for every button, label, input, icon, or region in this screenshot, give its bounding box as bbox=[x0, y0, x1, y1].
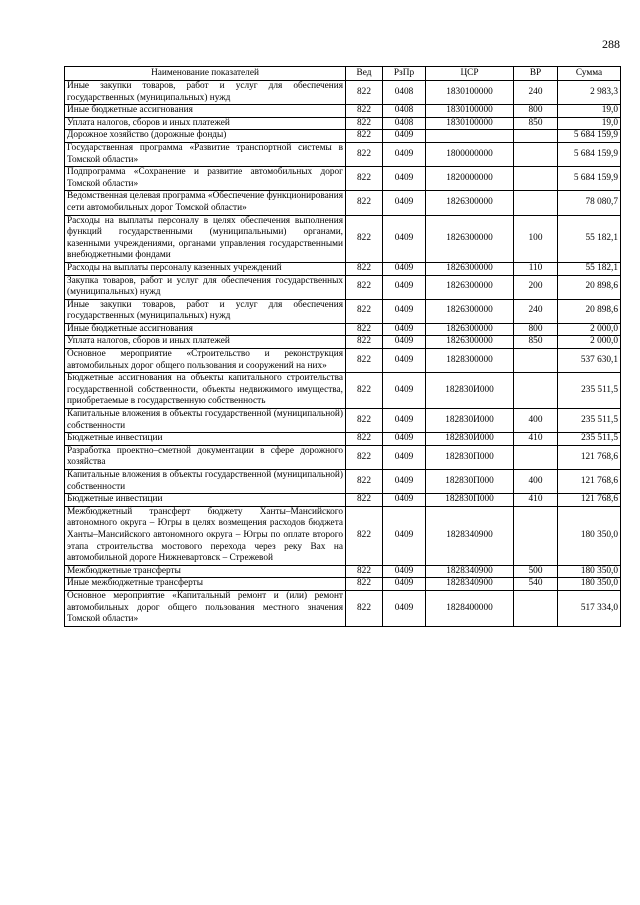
table-row bbox=[65, 349, 621, 373]
table-row bbox=[65, 167, 621, 191]
table-row bbox=[65, 275, 621, 299]
cell-rzpr: 0409 bbox=[383, 565, 426, 578]
cell-name: Уплата налогов, сборов и иных платежей bbox=[65, 336, 346, 349]
cell-csr: 1830100000 bbox=[426, 105, 514, 118]
cell-sum: 235 511,5 bbox=[558, 409, 621, 433]
cell-rzpr: 0409 bbox=[383, 494, 426, 507]
cell-csr: 182830П000 bbox=[426, 494, 514, 507]
cell-rzpr: 0408 bbox=[383, 81, 426, 105]
table-row bbox=[65, 105, 621, 118]
table-row bbox=[65, 323, 621, 336]
table-row bbox=[65, 565, 621, 578]
table-row bbox=[65, 409, 621, 433]
cell-csr: 1826300000 bbox=[426, 336, 514, 349]
cell-vr: 800 bbox=[514, 105, 558, 118]
cell-sum: 180 350,0 bbox=[558, 565, 621, 578]
cell-ved: 822 bbox=[346, 565, 383, 578]
table-row bbox=[65, 191, 621, 215]
cell-csr: 182830П000 bbox=[426, 470, 514, 494]
cell-vr: 100 bbox=[514, 215, 558, 262]
table-row bbox=[65, 590, 621, 626]
cell-sum: 2 000,0 bbox=[558, 336, 621, 349]
table-row bbox=[65, 494, 621, 507]
cell-vr: 540 bbox=[514, 578, 558, 591]
cell-name: Уплата налогов, сборов и иных платежей bbox=[65, 117, 346, 130]
column-header-csr: ЦСР bbox=[426, 67, 514, 81]
cell-name: Разработка проектно–сметной документации в сфере дорожного хозяйства bbox=[65, 445, 346, 469]
cell-sum: 180 350,0 bbox=[558, 506, 621, 565]
cell-vr: 240 bbox=[514, 299, 558, 323]
cell-ved: 822 bbox=[346, 275, 383, 299]
cell-vr: 410 bbox=[514, 494, 558, 507]
cell-rzpr: 0409 bbox=[383, 433, 426, 446]
cell-ved: 822 bbox=[346, 349, 383, 373]
table-row bbox=[65, 433, 621, 446]
cell-name: Основное мероприятие «Строительство и реконструкция автомобильных дорог общего пользования и сооружений на них» bbox=[65, 349, 346, 373]
cell-name: Иные закупки товаров, работ и услуг для обеспечения государственных (муниципальных) нужд bbox=[65, 81, 346, 105]
cell-name: Ведомственная целевая программа «Обеспечение функционирования сети автомобильных дорог Томской области» bbox=[65, 191, 346, 215]
cell-sum: 5 684 159,9 bbox=[558, 130, 621, 143]
cell-vr: 400 bbox=[514, 409, 558, 433]
cell-vr: 110 bbox=[514, 262, 558, 275]
table-row bbox=[65, 130, 621, 143]
cell-vr: 240 bbox=[514, 81, 558, 105]
cell-name: Капитальные вложения в объекты государственной (муниципальной) собственности bbox=[65, 470, 346, 494]
cell-vr: 200 bbox=[514, 275, 558, 299]
cell-ved: 822 bbox=[346, 506, 383, 565]
cell-csr: 1826300000 bbox=[426, 191, 514, 215]
cell-csr: 1826300000 bbox=[426, 299, 514, 323]
cell-rzpr: 0409 bbox=[383, 373, 426, 409]
column-header-rzpr: РзПр bbox=[383, 67, 426, 81]
cell-name: Закупка товаров, работ и услуг для обеспечения государственных (муниципальных) нужд bbox=[65, 275, 346, 299]
cell-vr bbox=[514, 130, 558, 143]
table-row bbox=[65, 470, 621, 494]
cell-ved: 822 bbox=[346, 323, 383, 336]
cell-name: Основное мероприятие «Капитальный ремонт и (или) ремонт автомобильных дорог общего пользования местного значения Томской области» bbox=[65, 590, 346, 626]
cell-name: Бюджетные инвестиции bbox=[65, 433, 346, 446]
cell-ved: 822 bbox=[346, 215, 383, 262]
cell-sum: 19,0 bbox=[558, 117, 621, 130]
cell-vr bbox=[514, 506, 558, 565]
cell-ved: 822 bbox=[346, 445, 383, 469]
cell-ved: 822 bbox=[346, 299, 383, 323]
cell-name: Бюджетные ассигнования на объекты капитального строительства государственной собственности, объекты недвижимого имущества, приобретаемые в государственную собственность bbox=[65, 373, 346, 409]
cell-csr: 1826300000 bbox=[426, 215, 514, 262]
cell-rzpr: 0409 bbox=[383, 142, 426, 166]
cell-csr: 1828340900 bbox=[426, 506, 514, 565]
cell-csr bbox=[426, 130, 514, 143]
cell-csr: 1820000000 bbox=[426, 167, 514, 191]
cell-rzpr: 0409 bbox=[383, 349, 426, 373]
cell-rzpr: 0409 bbox=[383, 130, 426, 143]
cell-ved: 822 bbox=[346, 117, 383, 130]
cell-vr bbox=[514, 349, 558, 373]
cell-ved: 822 bbox=[346, 433, 383, 446]
page-number: 288 bbox=[602, 37, 620, 51]
table-row bbox=[65, 373, 621, 409]
column-header-ved: Вед bbox=[346, 67, 383, 81]
cell-ved: 822 bbox=[346, 191, 383, 215]
table-row bbox=[65, 506, 621, 565]
cell-sum: 5 684 159,9 bbox=[558, 167, 621, 191]
cell-sum: 517 334,0 bbox=[558, 590, 621, 626]
cell-csr: 182830И000 bbox=[426, 409, 514, 433]
cell-vr: 850 bbox=[514, 117, 558, 130]
cell-rzpr: 0409 bbox=[383, 590, 426, 626]
cell-sum: 19,0 bbox=[558, 105, 621, 118]
cell-vr bbox=[514, 445, 558, 469]
cell-sum: 235 511,5 bbox=[558, 433, 621, 446]
cell-rzpr: 0409 bbox=[383, 262, 426, 275]
cell-ved: 822 bbox=[346, 373, 383, 409]
cell-sum: 2 983,3 bbox=[558, 81, 621, 105]
cell-csr: 1826300000 bbox=[426, 323, 514, 336]
cell-csr: 1828340900 bbox=[426, 578, 514, 591]
cell-rzpr: 0409 bbox=[383, 215, 426, 262]
cell-name: Расходы на выплаты персоналу казенных учреждений bbox=[65, 262, 346, 275]
table-row bbox=[65, 262, 621, 275]
table-row bbox=[65, 578, 621, 591]
cell-sum: 121 768,6 bbox=[558, 470, 621, 494]
cell-sum: 55 182,1 bbox=[558, 215, 621, 262]
cell-name: Иные межбюджетные трансферты bbox=[65, 578, 346, 591]
cell-ved: 822 bbox=[346, 262, 383, 275]
cell-vr bbox=[514, 590, 558, 626]
cell-name: Государственная программа «Развитие транспортной системы в Томской области» bbox=[65, 142, 346, 166]
cell-rzpr: 0409 bbox=[383, 445, 426, 469]
cell-ved: 822 bbox=[346, 494, 383, 507]
cell-rzpr: 0409 bbox=[383, 506, 426, 565]
cell-csr: 182830П000 bbox=[426, 445, 514, 469]
cell-vr: 850 bbox=[514, 336, 558, 349]
table-row bbox=[65, 445, 621, 469]
cell-sum: 235 511,5 bbox=[558, 373, 621, 409]
cell-rzpr: 0409 bbox=[383, 336, 426, 349]
cell-name: Капитальные вложения в объекты государственной (муниципальной) собственности bbox=[65, 409, 346, 433]
table-row bbox=[65, 81, 621, 105]
cell-rzpr: 0409 bbox=[383, 299, 426, 323]
cell-sum: 20 898,6 bbox=[558, 299, 621, 323]
cell-sum: 121 768,6 bbox=[558, 445, 621, 469]
cell-ved: 822 bbox=[346, 130, 383, 143]
table-row bbox=[65, 336, 621, 349]
cell-ved: 822 bbox=[346, 142, 383, 166]
column-header-name: Наименование показателей bbox=[65, 67, 346, 81]
cell-ved: 822 bbox=[346, 81, 383, 105]
cell-sum: 20 898,6 bbox=[558, 275, 621, 299]
cell-vr bbox=[514, 167, 558, 191]
cell-csr: 1826300000 bbox=[426, 262, 514, 275]
table-row bbox=[65, 299, 621, 323]
cell-csr: 1830100000 bbox=[426, 117, 514, 130]
cell-name: Расходы на выплаты персоналу в целях обеспечения выполнения функций государственными (муниципальными) органами, казенными учреждениями, органами управления государственными внебюджетными фондами bbox=[65, 215, 346, 262]
cell-rzpr: 0409 bbox=[383, 470, 426, 494]
cell-name: Подпрограмма «Сохранение и развитие автомобильных дорог Томской области» bbox=[65, 167, 346, 191]
cell-csr: 1828300000 bbox=[426, 349, 514, 373]
cell-csr: 182830И000 bbox=[426, 373, 514, 409]
cell-csr: 1826300000 bbox=[426, 275, 514, 299]
cell-rzpr: 0409 bbox=[383, 167, 426, 191]
cell-vr: 500 bbox=[514, 565, 558, 578]
cell-rzpr: 0409 bbox=[383, 578, 426, 591]
cell-vr bbox=[514, 373, 558, 409]
cell-vr: 410 bbox=[514, 433, 558, 446]
cell-sum: 537 630,1 bbox=[558, 349, 621, 373]
table-header-row bbox=[65, 67, 621, 81]
cell-ved: 822 bbox=[346, 578, 383, 591]
cell-sum: 2 000,0 bbox=[558, 323, 621, 336]
cell-rzpr: 0409 bbox=[383, 191, 426, 215]
cell-sum: 121 768,6 bbox=[558, 494, 621, 507]
cell-csr: 1830100000 bbox=[426, 81, 514, 105]
cell-csr: 1800000000 bbox=[426, 142, 514, 166]
cell-vr bbox=[514, 191, 558, 215]
cell-vr bbox=[514, 142, 558, 166]
cell-csr: 182830И000 bbox=[426, 433, 514, 446]
table-row bbox=[65, 215, 621, 262]
cell-sum: 78 080,7 bbox=[558, 191, 621, 215]
cell-vr: 800 bbox=[514, 323, 558, 336]
cell-vr: 400 bbox=[514, 470, 558, 494]
cell-sum: 55 182,1 bbox=[558, 262, 621, 275]
table-body bbox=[65, 81, 621, 627]
cell-ved: 822 bbox=[346, 105, 383, 118]
cell-rzpr: 0408 bbox=[383, 117, 426, 130]
cell-rzpr: 0409 bbox=[383, 275, 426, 299]
cell-ved: 822 bbox=[346, 409, 383, 433]
column-header-vr: ВР bbox=[514, 67, 558, 81]
cell-name: Межбюджетные трансферты bbox=[65, 565, 346, 578]
cell-rzpr: 0409 bbox=[383, 323, 426, 336]
cell-csr: 1828400000 bbox=[426, 590, 514, 626]
column-header-sum: Сумма bbox=[558, 67, 621, 81]
cell-ved: 822 bbox=[346, 336, 383, 349]
cell-sum: 5 684 159,9 bbox=[558, 142, 621, 166]
cell-ved: 822 bbox=[346, 590, 383, 626]
table-row bbox=[65, 142, 621, 166]
cell-name: Иные бюджетные ассигнования bbox=[65, 323, 346, 336]
budget-table bbox=[64, 66, 621, 627]
table-row bbox=[65, 117, 621, 130]
cell-name: Дорожное хозяйство (дорожные фонды) bbox=[65, 130, 346, 143]
cell-name: Межбюджетный трансферт бюджету Ханты–Мансийского автономного округа – Югры в целях возмещения расходов бюджета Ханты–Мансийского автономного округа – Югры по оплате второго этапа строительства мостового перехода через реку Вах на автомобильной дороге Нижневартовск – Стрежевой bbox=[65, 506, 346, 565]
cell-ved: 822 bbox=[346, 470, 383, 494]
cell-sum: 180 350,0 bbox=[558, 578, 621, 591]
cell-name: Иные закупки товаров, работ и услуг для обеспечения государственных (муниципальных) нужд bbox=[65, 299, 346, 323]
cell-rzpr: 0409 bbox=[383, 409, 426, 433]
cell-ved: 822 bbox=[346, 167, 383, 191]
cell-rzpr: 0408 bbox=[383, 105, 426, 118]
cell-csr: 1828340900 bbox=[426, 565, 514, 578]
cell-name: Бюджетные инвестиции bbox=[65, 494, 346, 507]
cell-name: Иные бюджетные ассигнования bbox=[65, 105, 346, 118]
